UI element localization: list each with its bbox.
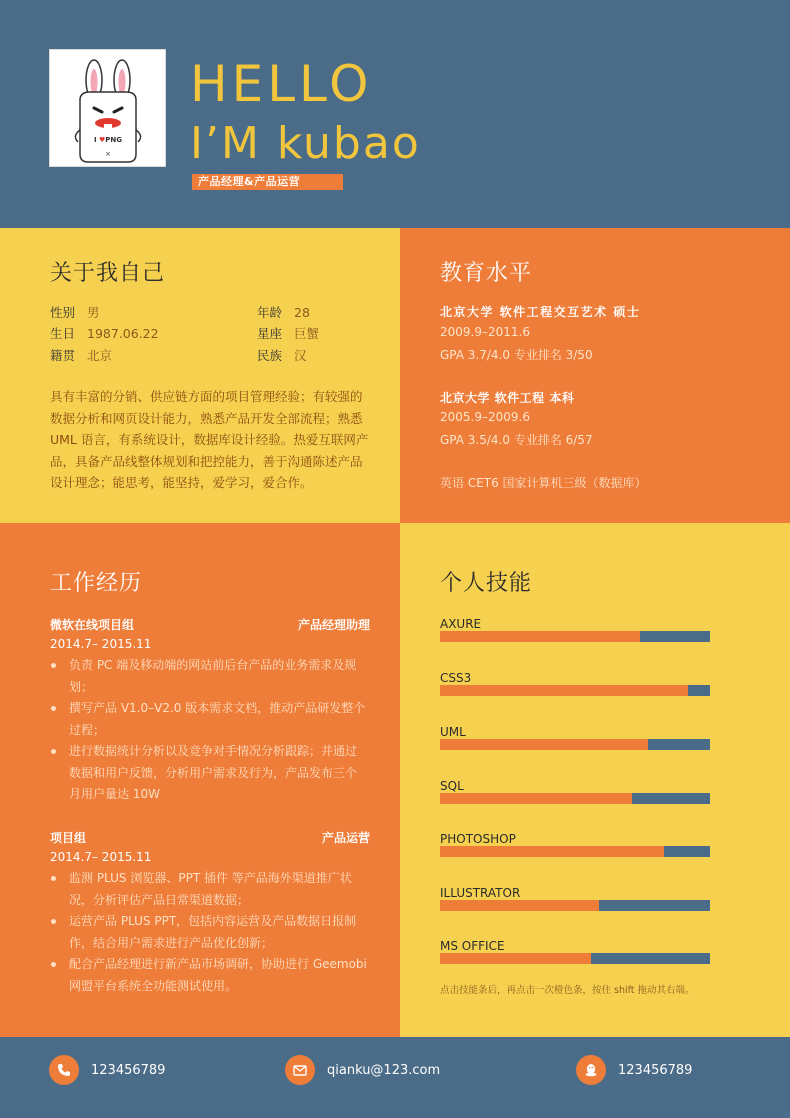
skill-fill[interactable] [440,846,664,857]
phone-number: 123456789 [91,1062,166,1078]
about-section [0,228,400,523]
job-header [50,829,370,846]
edu-heading: 北京大学 软件工程 本科 [440,391,575,405]
phone-icon [49,1055,79,1085]
edu-certificates: 英语 CET6 国家计算机三级（数据库） [440,476,647,490]
job-bullets [50,655,368,806]
skill-item [440,616,710,642]
skill-bar[interactable] [440,846,710,857]
skill-label: CSS3 [440,671,472,685]
list-item: 撰写产品 V1.0–V2.0 版本需求文档，推动产品研发整个过程； [50,698,368,741]
skill-label: UML [440,725,466,739]
skill-fill[interactable] [440,900,599,911]
email-address: qianku@123.com [327,1062,441,1078]
contact-phone [49,1055,165,1085]
edu-gpa: GPA 3.5/4.0 专业排名 6/57 [440,433,593,447]
education-title: 教育水平 [440,261,533,286]
info-label: 籍贯 [50,348,76,363]
skills-hint: 点击技能条后，再点击一次橙色条，按住 shift 拖动其右端。 [440,985,695,996]
mail-icon [285,1055,315,1085]
work-title: 工作经历 [50,571,143,596]
list-item: 进行数据统计分析以及竞争对手情况分析跟踪；并通过数据和用户反馈，分析用户需求及行为，产品发布三个月用户量达 10W [50,741,368,806]
edu-date: 2009.9–2011.6 [440,325,530,339]
skill-bar[interactable] [440,793,710,804]
svg-text:×: × [105,150,111,158]
greeting-title: HELLO [190,55,373,113]
work-section [0,523,400,1037]
role-tag: 产品经理&产品运营 [192,174,343,190]
education-section [400,228,790,523]
skill-bar[interactable] [440,739,710,750]
skill-item [440,778,710,804]
skill-label: SQL [440,779,464,793]
contact-email [285,1055,440,1085]
skill-label: ILLUSTRATOR [440,886,521,900]
skill-label: PHOTOSHOP [440,832,516,846]
info-value: 1987.06.22 [87,326,159,341]
info-value: 男 [87,305,100,320]
job-date: 2014.7– 2015.11 [50,850,152,864]
list-item: 负责 PC 端及移动端的网站前后台产品的业务需求及规划； [50,655,368,698]
job-date: 2014.7– 2015.11 [50,637,152,651]
skills-title: 个人技能 [440,571,533,596]
info-value: 巨蟹 [294,326,320,341]
info-label: 性别 [50,305,76,320]
skill-item [440,670,710,696]
skill-fill[interactable] [440,953,591,964]
list-item: 配合产品经理进行新产品市场调研，协助进行 Geemobi 网盟平台系统全功能测试使用。 [50,954,368,997]
skill-bar[interactable] [440,900,710,911]
skills-section [400,523,790,1037]
contact-qq [576,1055,692,1085]
skill-item [440,724,710,750]
job-company: 微软在线项目组 [50,618,135,632]
info-birthday [50,324,159,342]
info-label: 民族 [257,348,283,363]
avatar [49,49,166,167]
info-value: 北京 [87,348,113,363]
about-description: 具有丰富的分销、供应链方面的项目管理经验；有较强的数据分析和网页设计能力，熟悉产品开发全部流程；熟悉 UML 语言，有系统设计，数据库设计经验。热爱互联网产品，具备产品线整体规划和把控能力，善于沟通陈述产品设计理念；能思考，能坚持，爱学习，爱合作。 [50,389,369,490]
name-title: I’M kubao [190,118,421,169]
info-age [257,303,310,321]
info-zodiac [257,324,319,342]
job-position: 产品经理助理 [297,618,370,632]
info-label: 星座 [257,326,283,341]
qq-number: 123456789 [618,1062,693,1078]
skill-fill[interactable] [440,739,648,750]
info-label: 年龄 [257,305,283,320]
info-value: 汉 [294,348,307,363]
job-company: 项目组 [50,831,87,845]
skill-bar[interactable] [440,685,710,696]
skill-item [440,938,710,964]
edu-date: 2005.9–2009.6 [440,410,530,424]
job-position: 产品运营 [321,831,370,845]
skill-bar[interactable] [440,953,710,964]
info-value: 28 [294,305,310,320]
skill-fill[interactable] [440,631,640,642]
info-gender [50,303,100,321]
edu-heading: 北京大学 软件工程交互艺术 硕士 [440,305,641,319]
svg-text:I ♥PNG: I ♥PNG [93,136,123,144]
info-label: 生日 [50,326,76,341]
qq-penguin-icon [576,1055,606,1085]
header [0,0,790,228]
job-bullets [50,868,368,997]
edu-gpa: GPA 3.7/4.0 专业排名 3/50 [440,348,593,362]
footer [0,1037,790,1118]
job-header [50,616,370,633]
info-ethnicity [257,346,307,364]
skill-label: AXURE [440,617,482,631]
rabbit-avatar-icon [50,50,166,167]
skill-label: MS OFFICE [440,939,505,953]
info-hometown [50,346,112,364]
skill-fill[interactable] [440,793,632,804]
skill-bar[interactable] [440,631,710,642]
list-item: 监测 PLUS 浏览器、PPT 插件 等产品海外渠道推广状况，分析评估产品日常渠道数据； [50,868,368,911]
skill-item [440,885,710,911]
about-title: 关于我自己 [50,261,166,286]
skill-item [440,831,710,857]
skill-fill[interactable] [440,685,688,696]
list-item: 运营产品 PLUS PPT，包括内容运营及产品数据日报制作，结合用户需求进行产品优化创新； [50,911,368,954]
